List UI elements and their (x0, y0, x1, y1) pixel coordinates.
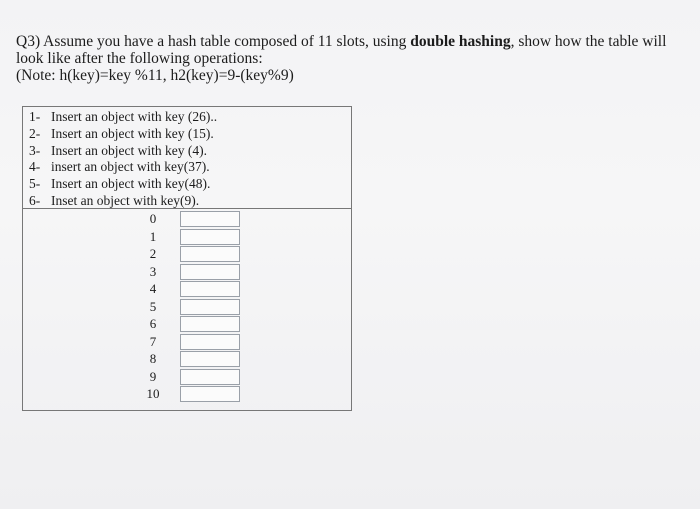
slot-cell (180, 229, 240, 245)
slot-cell (180, 264, 240, 280)
operation-text: Inset an object with key(9). (51, 192, 200, 208)
operations-list (23, 107, 351, 209)
slot-cell (180, 211, 240, 227)
operation-item (29, 176, 351, 193)
question-text (16, 33, 696, 84)
slot-index: 7 (149, 333, 157, 349)
table-slot-row (23, 263, 351, 281)
question-suffix: , show how the table will look like after the following operations: (16, 33, 667, 67)
table-slot-row (23, 210, 351, 228)
slot-cell (180, 386, 240, 402)
slot-cell (180, 351, 240, 367)
operation-text: insert an object with key(37). (51, 159, 210, 175)
slot-index: 1 (149, 228, 157, 244)
table-slot-row (23, 333, 351, 351)
operation-number: 6- (29, 192, 41, 208)
slot-cell (180, 334, 240, 350)
operation-item (29, 159, 351, 176)
operation-item (29, 109, 351, 126)
operation-number: 1- (29, 109, 41, 124)
slot-cell (180, 281, 240, 297)
hash-table-box (22, 106, 352, 411)
operation-number: 3- (29, 142, 41, 158)
operation-text: Insert an object with key (15). (51, 125, 214, 141)
table-slot-row (23, 350, 351, 368)
operation-item (29, 143, 351, 160)
operation-number: 5- (29, 176, 41, 192)
question-bold: double hashing (410, 33, 511, 50)
slot-index: 2 (149, 246, 157, 261)
slot-index: 10 (146, 386, 160, 401)
slot-index: 3 (149, 263, 157, 279)
question-prefix: Q3) Assume you have a hash table composed of 11 slots, using (16, 33, 411, 50)
operation-number: 2- (29, 125, 41, 141)
table-slot-row (23, 385, 351, 403)
slot-index: 5 (149, 298, 157, 314)
slot-cell (180, 299, 240, 315)
slot-cell (180, 369, 240, 385)
table-slot-row (23, 280, 351, 298)
question-note: (Note: h(key)=key %11, h2(key)=9-(key%9) (16, 67, 294, 84)
operation-number: 4- (29, 159, 41, 175)
operation-text: Insert an object with key (4). (51, 142, 207, 158)
slot-cell (180, 316, 240, 332)
slot-index: 6 (149, 316, 157, 331)
operation-text: Insert an object with key (26).. (51, 109, 218, 124)
slot-index: 8 (149, 351, 157, 366)
operation-item (29, 193, 351, 210)
operation-item (29, 126, 351, 143)
table-slot-row (23, 315, 351, 333)
slot-cell (180, 246, 240, 262)
slot-index: 0 (149, 211, 157, 226)
table-slot-row (23, 228, 351, 246)
slot-index: 4 (149, 281, 157, 296)
operation-text: Insert an object with key(48). (51, 176, 211, 192)
table-slot-row (23, 245, 351, 263)
table-slot-row (23, 368, 351, 386)
table-slot-row (23, 298, 351, 316)
slot-index: 9 (149, 368, 157, 384)
